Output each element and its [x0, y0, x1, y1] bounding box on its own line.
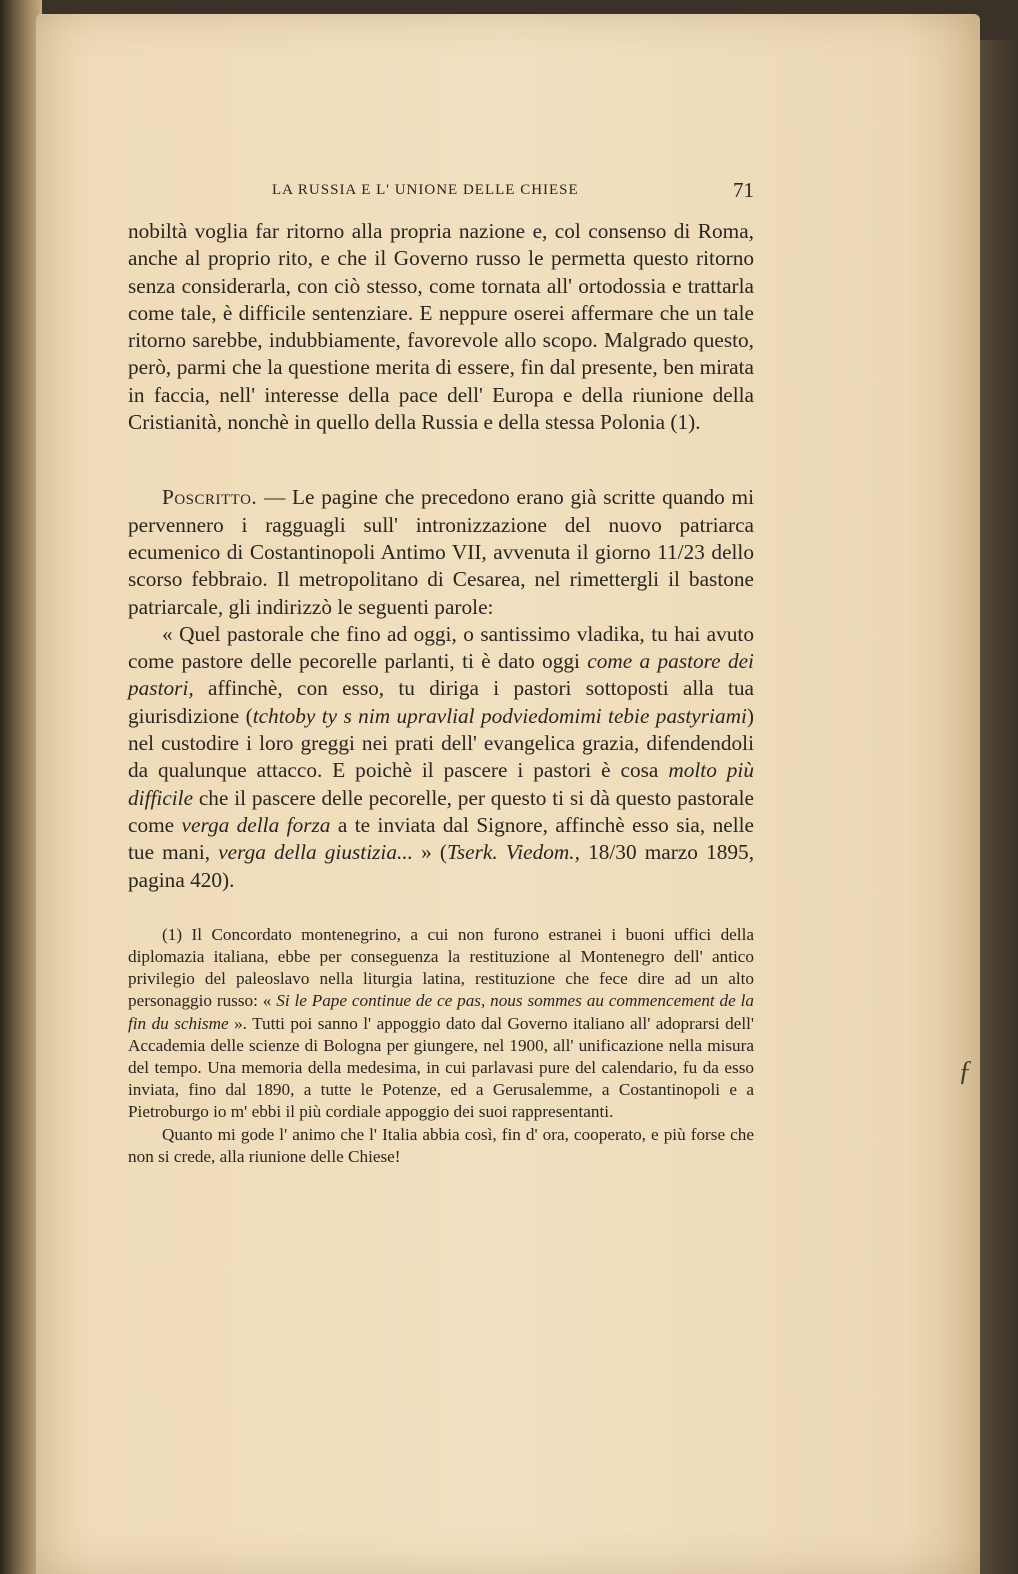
quote-text: « Quel pastorale che fino ad oggi, o santissimo vladika, tu hai avuto come pastore delle pecorelle parlanti, ti è dato oggi — [128, 621, 754, 674]
quote-text: a te inviata dal Signore, affinchè esso sia, nelle tue mani, — [128, 812, 754, 865]
footnote-text: (1) Il Concordato montenegrino, a cui non furono estranei i buoni uffici della diplomazia italiana, ebbe per conseguenza la restituzione al Montenegro dell' antico privilegio del paleoslavo nella liturgia latina, restituzione che fece dire ad un alto personaggio russo: « — [128, 924, 754, 1011]
paragraph-continuation: nobiltà voglia far ritorno alla propria nazione e, col consenso di Roma, anche al proprio rito, e che il Governo russo le permetta questo ritorno senza considerarla, con ciò stesso, come tornata all' ortodossia e trattarla come tale, è difficile sentenziare. E neppure oserei affermare che un tale ritorno sarebbe, indubbiamente, favorevole allo scopo. Malgrado questo, però, parmi che la questione merita di essere, fin dal presente, ben mirata in faccia, nell' interesse della pace dell' Europa e della riunione della Cristianità, nonchè in quello della Russia e della stessa Polonia (1). — [128, 219, 754, 435]
quote-italic: verga della forza — [181, 812, 331, 837]
footnote-italic: Si le Pape continue de ce pas, nous sommes au commencement de la fin du schisme — [128, 991, 754, 1033]
section-gap — [128, 436, 754, 484]
postscript-text: — Le pagine che precedono erano già scritte quando mi pervennero i ragguagli sull' intronizzazione del nuovo patriarca ecumenico di Costantinopoli Antimo VII, avvenuta il giorno 11/23 dello scorso febbraio. Il metropolitano di Cesarea, nel rimettergli il bastone patriarcale, gli indirizzò le seguenti parole: — [128, 485, 754, 619]
page-edge-shadow — [975, 40, 1018, 1574]
paragraph-postscript — [128, 484, 754, 620]
footnote-1 — [128, 924, 754, 1124]
margin-mark: ƒ — [958, 1056, 972, 1087]
quote-text: » ( — [412, 840, 447, 865]
quote-italic: verga della giustizia... — [218, 840, 413, 865]
quote-italic: tchtoby ty s nim upravlial podviedomimi tebie pastyriami — [252, 703, 747, 728]
quote-italic: come a pastore dei pastori, — [128, 649, 754, 701]
main-text — [128, 218, 754, 1168]
postscript-label: Poscritto. — [162, 485, 258, 510]
running-title: LA RUSSIA E L' UNIONE DELLE CHIESE — [272, 182, 579, 198]
quote-text: che il pascere delle pecorelle, per questo ti si dà questo pastorale come — [128, 785, 754, 837]
quote-text: affinchè, con esso, tu diriga i pastori sottoposti alla tua giurisdizione ( — [128, 676, 754, 728]
footnote-closing: Quanto mi gode l' animo che l' Italia abbia così, fin d' ora, cooperato, e più forse che non si crede, alla riunione delle Chiese! — [128, 1124, 754, 1166]
quote-text: 18/30 marzo 1895, pagina 420). — [128, 840, 755, 892]
page-number: 71 — [733, 178, 754, 202]
paragraph-quotation — [128, 621, 754, 894]
quote-text: ) nel custodire i loro greggi nei prati dell' evangelica grazia, difendendoli da qualunque attacco. E poichè il pascere i pastori è cosa — [128, 703, 754, 783]
quote-italic: molto più difficile — [128, 758, 754, 810]
footnote-text: ». Tutti poi sanno l' appoggio dato dal Governo italiano all' adoprarsi dell' Accademia delle scienze di Bologna per giungere, nel 1900, all' unificazione nella misura del tempo. Una memoria della medesima, in cui parlavasi pure del calendario, fu da esso inviata, fino dal 1890, a tutte le Potenze, ed a Gerusalemme, a Costantinopoli e a Pietroburgo io m' ebbi il più cordiale appoggio dei suoi rappresentanti. — [128, 1013, 754, 1122]
footnotes — [128, 924, 754, 1168]
running-head — [258, 178, 756, 208]
quote-citation: Tserk. Viedom., — [446, 840, 580, 865]
